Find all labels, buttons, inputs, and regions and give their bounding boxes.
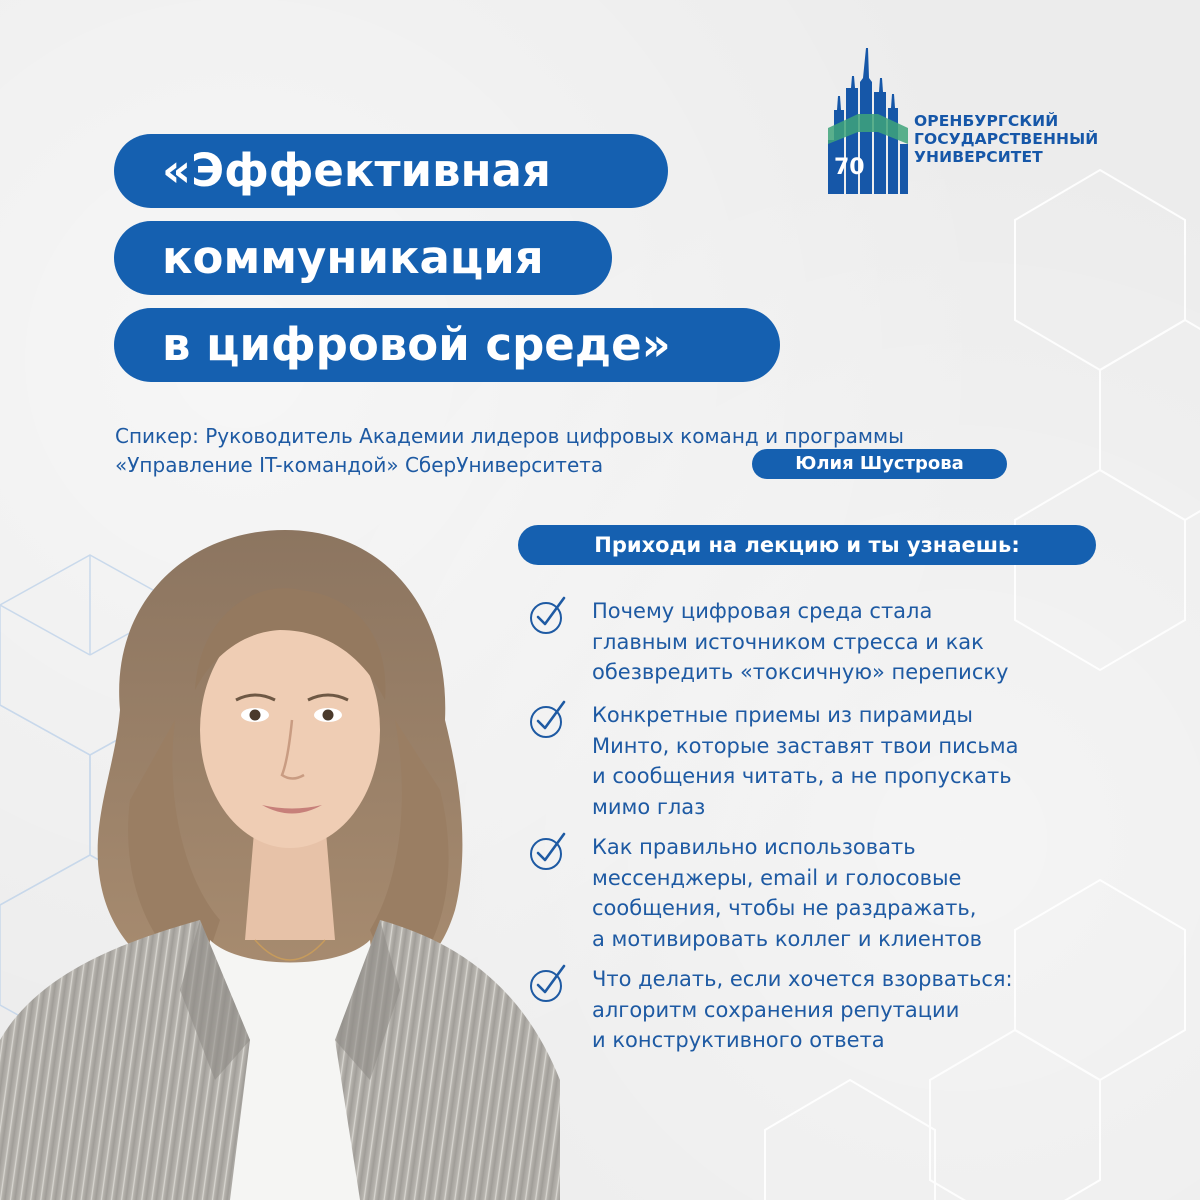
bullet-text: [592, 832, 1132, 954]
bullet-3-line-3: сообщения, чтобы не раздражать,: [592, 896, 977, 920]
bullet-1-line-2: главным источником стресса и как: [592, 629, 984, 654]
university-logo: [828, 48, 1098, 198]
university-name-line-3: УНИВЕРСИТЕТ: [914, 148, 1043, 166]
bullet-3-line-4: а мотивировать коллег и клиентов: [592, 926, 983, 951]
bullet-4-line-2: алгоритм сохранения репутации: [592, 997, 960, 1022]
university-building-logo-icon: [828, 48, 908, 194]
bullet-4-line-3: и конструктивного ответа: [592, 1028, 885, 1052]
speaker-line-1: Спикер: Руководитель Академии лидеров цифровых команд и программы: [115, 424, 904, 448]
bullet-2-line-3: и сообщения читать, а не пропускать: [592, 764, 1012, 788]
bullet-1-line-3: обезвредить «токсичную» переписку: [592, 660, 1009, 684]
bullet-2-line-2: Минто, которые заставят твои письма: [592, 733, 1019, 758]
title-line-2: коммуникация: [114, 221, 612, 295]
speaker-name-badge: Юлия Шустрова: [752, 449, 1007, 479]
speaker-portrait: [0, 520, 560, 1200]
svg-text:70: 70: [834, 155, 865, 180]
title-line-1: «Эффективная: [114, 134, 668, 208]
university-name: [914, 112, 1098, 166]
university-name-line-2: ГОСУДАРСТВЕННЫЙ: [914, 130, 1099, 148]
bullet-text: [592, 700, 1132, 822]
bullet-2-line-1: Конкретные приемы из пирамиды: [592, 703, 973, 727]
bullet-text: [592, 964, 1132, 1056]
university-name-line-1: ОРЕНБУРГСКИЙ: [914, 112, 1059, 130]
bullet-3-line-1: Как правильно использовать: [592, 835, 916, 859]
bullet-2-line-4: мимо глаз: [592, 794, 706, 819]
speaker-line-2: «Управление IT-командой» СберУниверситета: [115, 453, 604, 477]
bullet-3-line-2: мессенджеры, email и голосовые: [592, 865, 962, 890]
bullet-1-line-1: Почему цифровая среда стала: [592, 599, 933, 623]
title-line-3: в цифровой среде»: [114, 308, 780, 382]
bullet-4-line-1: Что делать, если хочется взорваться:: [592, 967, 1013, 991]
bullet-text: [592, 596, 1132, 688]
section-heading: Приходи на лекцию и ты узнаешь:: [518, 525, 1096, 565]
